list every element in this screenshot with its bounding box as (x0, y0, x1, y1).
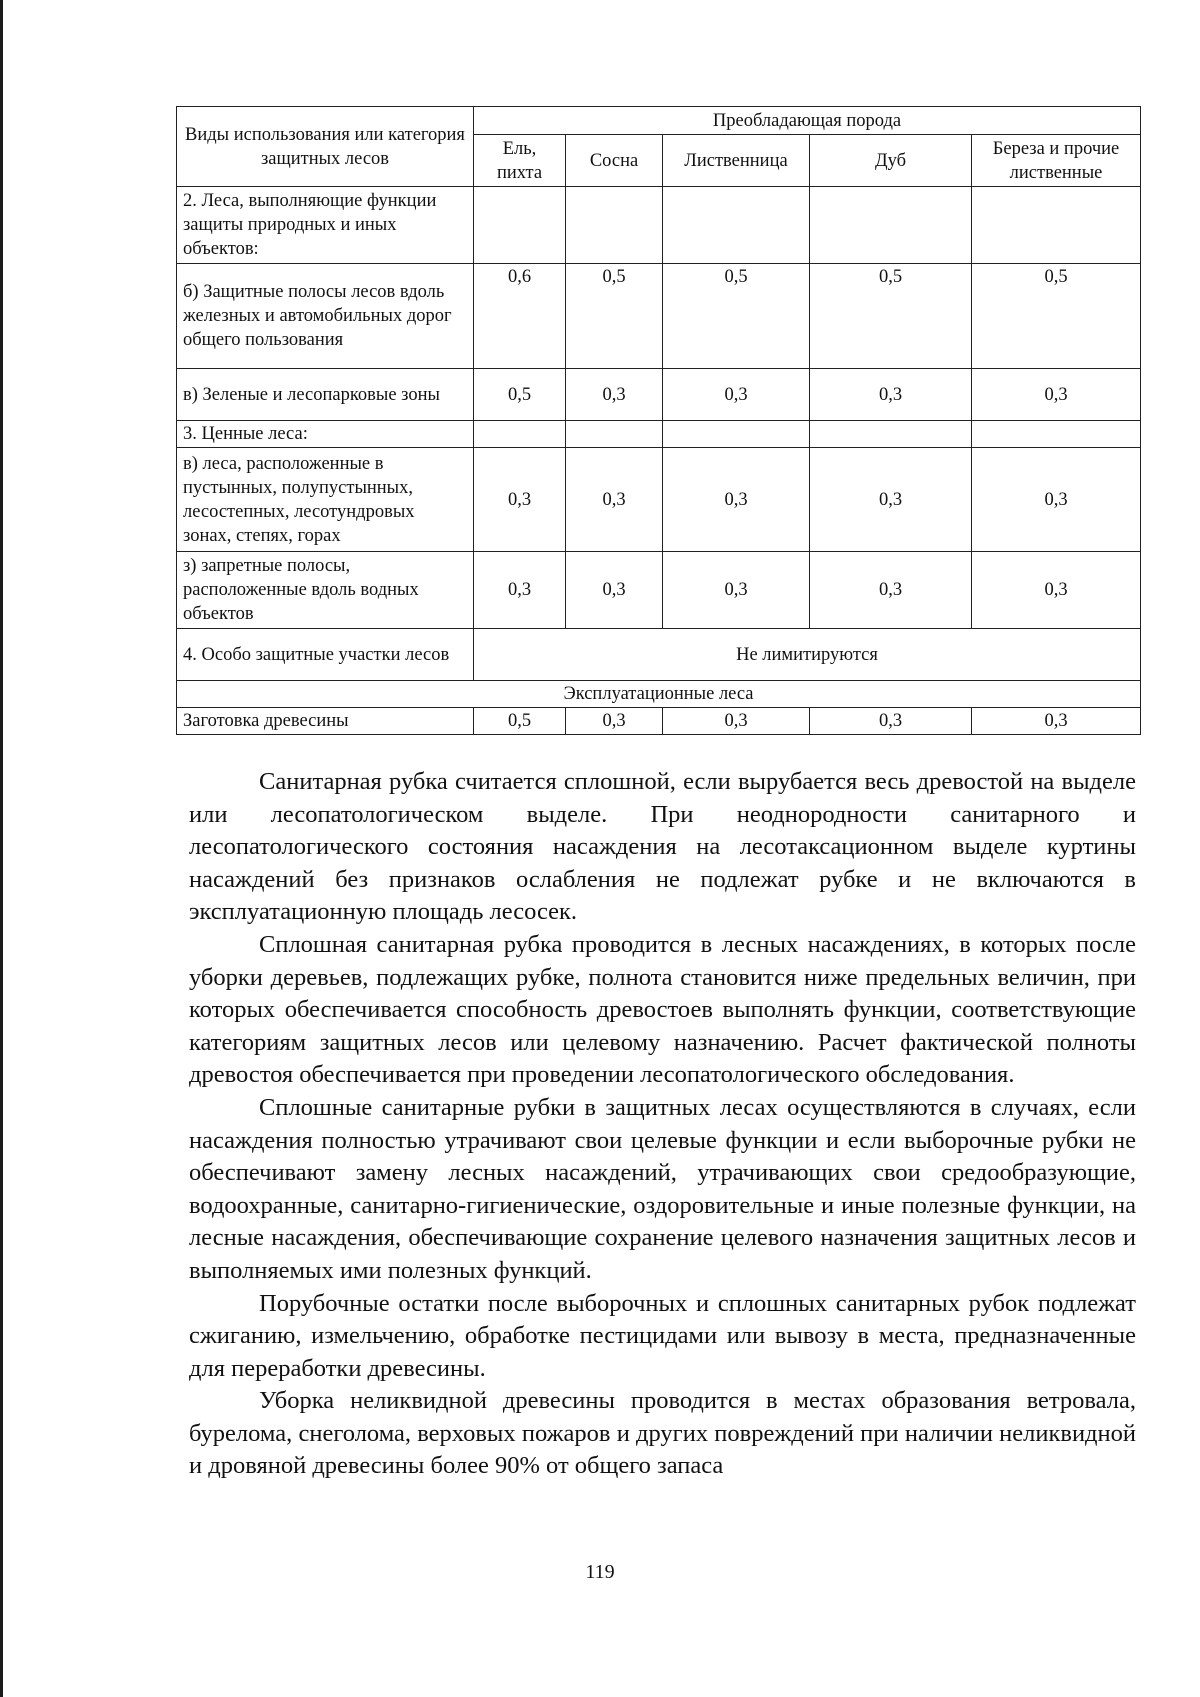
row-value: 0,3 (972, 369, 1141, 421)
page-number: 119 (585, 1561, 615, 1583)
row-value: 0,3 (810, 448, 972, 552)
table-row (177, 187, 1141, 264)
table-section-row (177, 681, 1141, 708)
row-value: 0,3 (972, 448, 1141, 552)
row-value: 0,3 (663, 552, 810, 629)
row-value (663, 187, 810, 264)
body-text (189, 766, 1136, 1483)
row-value: 0,3 (810, 369, 972, 421)
row-value: 0,3 (566, 552, 663, 629)
row-value (474, 421, 566, 448)
table-row (177, 448, 1141, 552)
paragraph: Уборка неликвидной древесины проводится в местах образования ветровала, бурелома, снеголома, верховых пожаров и других повреждений при наличии неликвидной и дровяной древесины более 90% от общего запаса (189, 1387, 1136, 1480)
row-value: 0,5 (810, 264, 972, 369)
row-value: 0,3 (663, 448, 810, 552)
header-usage-category: Виды использования или категория защитных лесов (177, 107, 474, 187)
row-value: 0,3 (566, 448, 663, 552)
section-exploitation-forests: Эксплуатационные леса (177, 681, 1141, 708)
paragraph: Санитарная рубка считается сплошной, если вырубается весь древостой на выделе или лесопатологическом выделе. При неоднородности санитарного и лесопатологического состояния насаждения на лесотаксационном выделе куртины насаждений без признаков ослабления не подлежат рубке и не включаются в эксплуатационную площадь лесосек. (189, 768, 1136, 926)
row-label: в) Зеленые и лесопарковые зоны (177, 369, 474, 421)
row-value: 0,3 (566, 369, 663, 421)
forest-density-table (176, 106, 1141, 735)
header-species-pine: Сосна (566, 135, 663, 187)
row-label: в) леса, расположенные в пустынных, полупустынных, лесостепных, лесотундровых зонах, степях, горах (177, 448, 474, 552)
table-row (177, 629, 1141, 681)
row-value (566, 421, 663, 448)
row-value (810, 421, 972, 448)
row-value: 0,3 (972, 552, 1141, 629)
row-value: 0,3 (566, 708, 663, 735)
row-value (972, 187, 1141, 264)
table-row (177, 552, 1141, 629)
header-species-spruce: Ель, пихта (474, 135, 566, 187)
row-value: 0,3 (810, 708, 972, 735)
row-value (663, 421, 810, 448)
row-label: 2. Леса, выполняющие функции защиты природных и иных объектов: (177, 187, 474, 264)
row-value: 0,5 (474, 708, 566, 735)
row-label: Заготовка древесины (177, 708, 474, 735)
table-row (177, 369, 1141, 421)
row-label: б) Защитные полосы лесов вдоль железных и автомобильных дорог общего пользования (177, 264, 474, 369)
table-row (177, 264, 1141, 369)
not-limited-value: Не лимитируются (474, 629, 1141, 681)
row-value: 0,3 (972, 708, 1141, 735)
row-value: 0,3 (810, 552, 972, 629)
header-dominant-species: Преобладающая порода (474, 107, 1141, 135)
row-value: 0,3 (474, 448, 566, 552)
paragraph: Сплошная санитарная рубка проводится в лесных насаждениях, в которых после уборки деревьев, подлежащих рубке, полнота становится ниже предельных величин, при которых обеспечивается способность древостоев выполнять функции, соответствующие категориям защитных лесов или целевому назначению. Расчет фактической полноты древостоя обеспечивается при проведении лесопатологического обследования. (189, 930, 1136, 1089)
row-value (810, 187, 972, 264)
row-value (972, 421, 1141, 448)
header-species-oak: Дуб (810, 135, 972, 187)
row-value: 0,3 (663, 369, 810, 421)
row-value: 0,5 (972, 264, 1141, 369)
row-label: з) запретные полосы, расположенные вдоль водных объектов (177, 552, 474, 629)
paragraph: Порубочные остатки после выборочных и сплошных санитарных рубок подлежат сжиганию, измельчению, обработке пестицидами или вывозу в места, предназначенные для переработки древесины. (189, 1289, 1136, 1382)
row-value: 0,3 (474, 552, 566, 629)
row-value (474, 187, 566, 264)
row-value: 0,6 (474, 264, 566, 369)
row-value: 0,5 (663, 264, 810, 369)
table-row (177, 421, 1141, 448)
header-species-birch: Береза и прочие лиственные (972, 135, 1141, 187)
row-value: 0,5 (474, 369, 566, 421)
row-value: 0,3 (663, 708, 810, 735)
row-value: 0,5 (566, 264, 663, 369)
row-label: 3. Ценные леса: (177, 421, 474, 448)
row-label: 4. Особо защитные участки лесов (177, 629, 474, 681)
paragraph: Сплошные санитарные рубки в защитных лесах осуществляются в случаях, если насаждения полностью утрачивают свои целевые функции и если выборочные рубки не обеспечивают замену лесных насаждений, утрачивающих свои средообразующие, водоохранные, санитарно-гигиенические, оздоровительные и иные полезные функции, на лесные насаждения, обеспечивающие сохранение целевого назначения защитных лесов и выполняемых ими полезных функций. (189, 1093, 1136, 1284)
header-species-larch: Лиственница (663, 135, 810, 187)
row-value (566, 187, 663, 264)
table-row (177, 708, 1141, 735)
